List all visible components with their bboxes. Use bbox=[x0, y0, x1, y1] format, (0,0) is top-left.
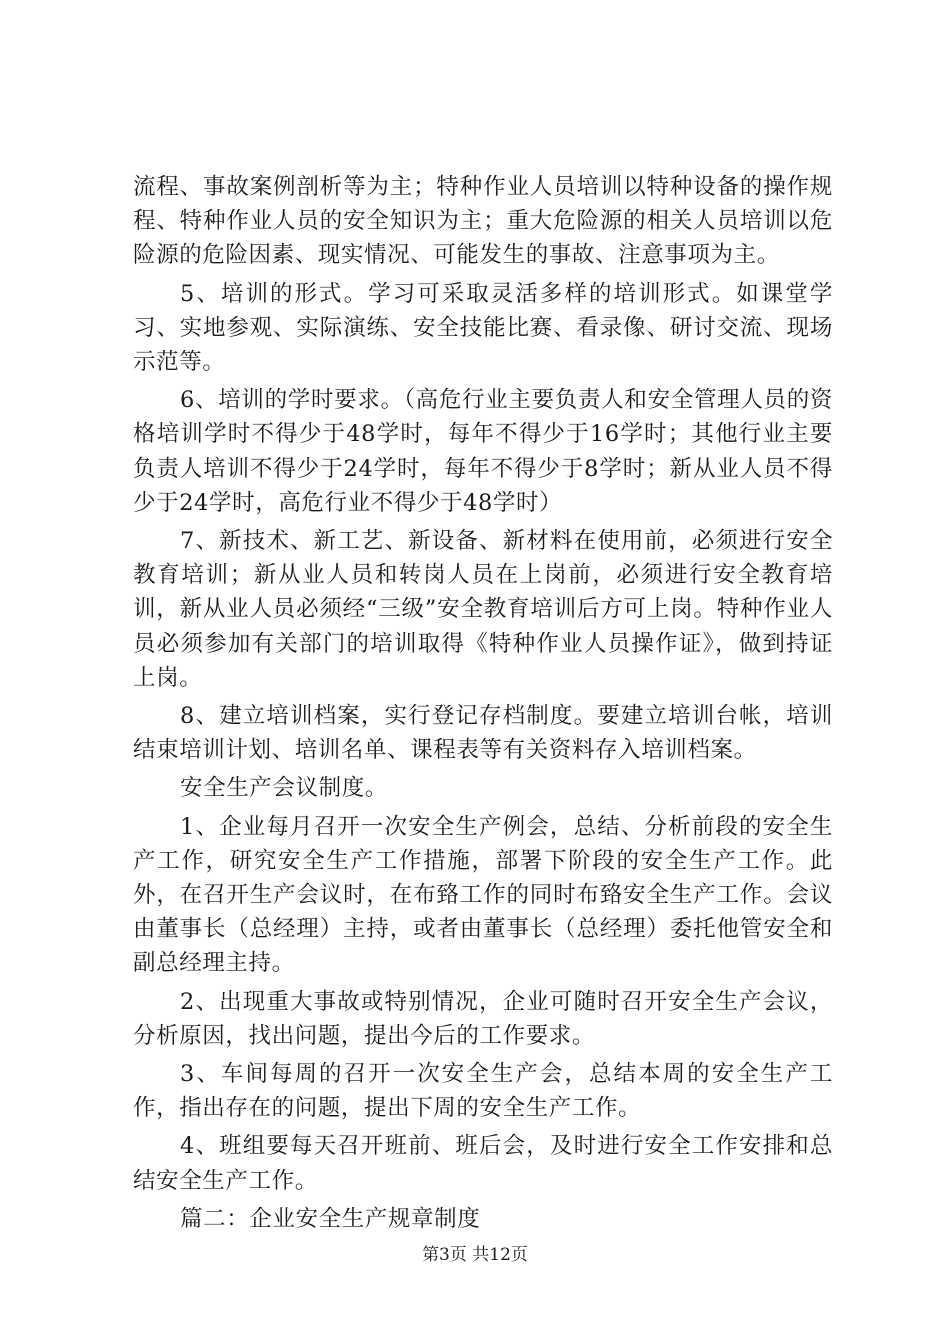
document-body bbox=[133, 170, 833, 1236]
page-number-footer: 第3页 共12页 bbox=[422, 1245, 528, 1265]
paragraph-emergency-meeting: 2、出现重大事故或特别情况，企业可随时召开安全生产会议，分析原因，找出问题，提出今后的工作要求。 bbox=[133, 988, 833, 1049]
section-heading-safety-meeting: 安全生产会议制度。 bbox=[180, 775, 388, 802]
paragraph-team-daily-meeting: 4、班组要每天召开班前、班后会，及时进行安全工作安排和总结安全生产工作。 bbox=[133, 1133, 833, 1194]
paragraph-training-hours: 6、培训的学时要求。（高危行业主要负责人和安全管理人员的资格培训学时不得少于48学时，每年不得少于16学时；其他行业主要负责人培训不得少于24学时，每年不得少于8学时；新从业人员不得少于24学时，高危行业不得少于48学时） bbox=[133, 387, 833, 516]
paragraph-new-technology-training: 7、新技术、新工艺、新设备、新材料在使用前，必须进行安全教育培训；新从业人员和转岗人员在上岗前，必须进行安全教育培训，新从业人员必须经“三级”安全教育培训后方可上岗。特种作业人员必须参加有关部门的培训取得《特种作业人员操作证》，做到持证上岗。 bbox=[133, 528, 833, 691]
paragraph-workshop-weekly-meeting: 3、车间每周的召开一次安全生产会，总结本周的安全生产工作，指出存在的问题，提出下周的安全生产工作。 bbox=[133, 1061, 833, 1122]
paragraph-training-format: 5、培训的形式。学习可采取灵活多样的培训形式。如课堂学习、实地参观、实际演练、安全技能比赛、看录像、研讨交流、现场示范等。 bbox=[133, 280, 833, 376]
paragraph-continued-training-content: 流程、事故案例剖析等为主；特种作业人员培训以特种设备的操作规程、特种作业人员的安全知识为主；重大危险源的相关人员培训以危险源的危险因素、现实情况、可能发生的事故、注意事项为主。 bbox=[133, 174, 833, 269]
paragraph-training-records: 8、建立培训档案，实行登记存档制度。要建立培训台帐，培训结束培训计划、培训名单、课程表等有关资料存入培训档案。 bbox=[133, 703, 833, 764]
chapter-heading-part-two: 篇二：企业安全生产规章制度 bbox=[180, 1205, 481, 1232]
paragraph-monthly-meeting: 1、企业每月召开一次安全生产例会，总结、分析前段的安全生产工作，研究安全生产工作措施，部署下阶段的安全生产工作。此外，在召开生产会议时，在布臵工作的同时布臵安全生产工作。会议由董事长（总经理）主持，或者由董事长（总经理）委托他管安全和副总经理主持。 bbox=[133, 813, 833, 977]
